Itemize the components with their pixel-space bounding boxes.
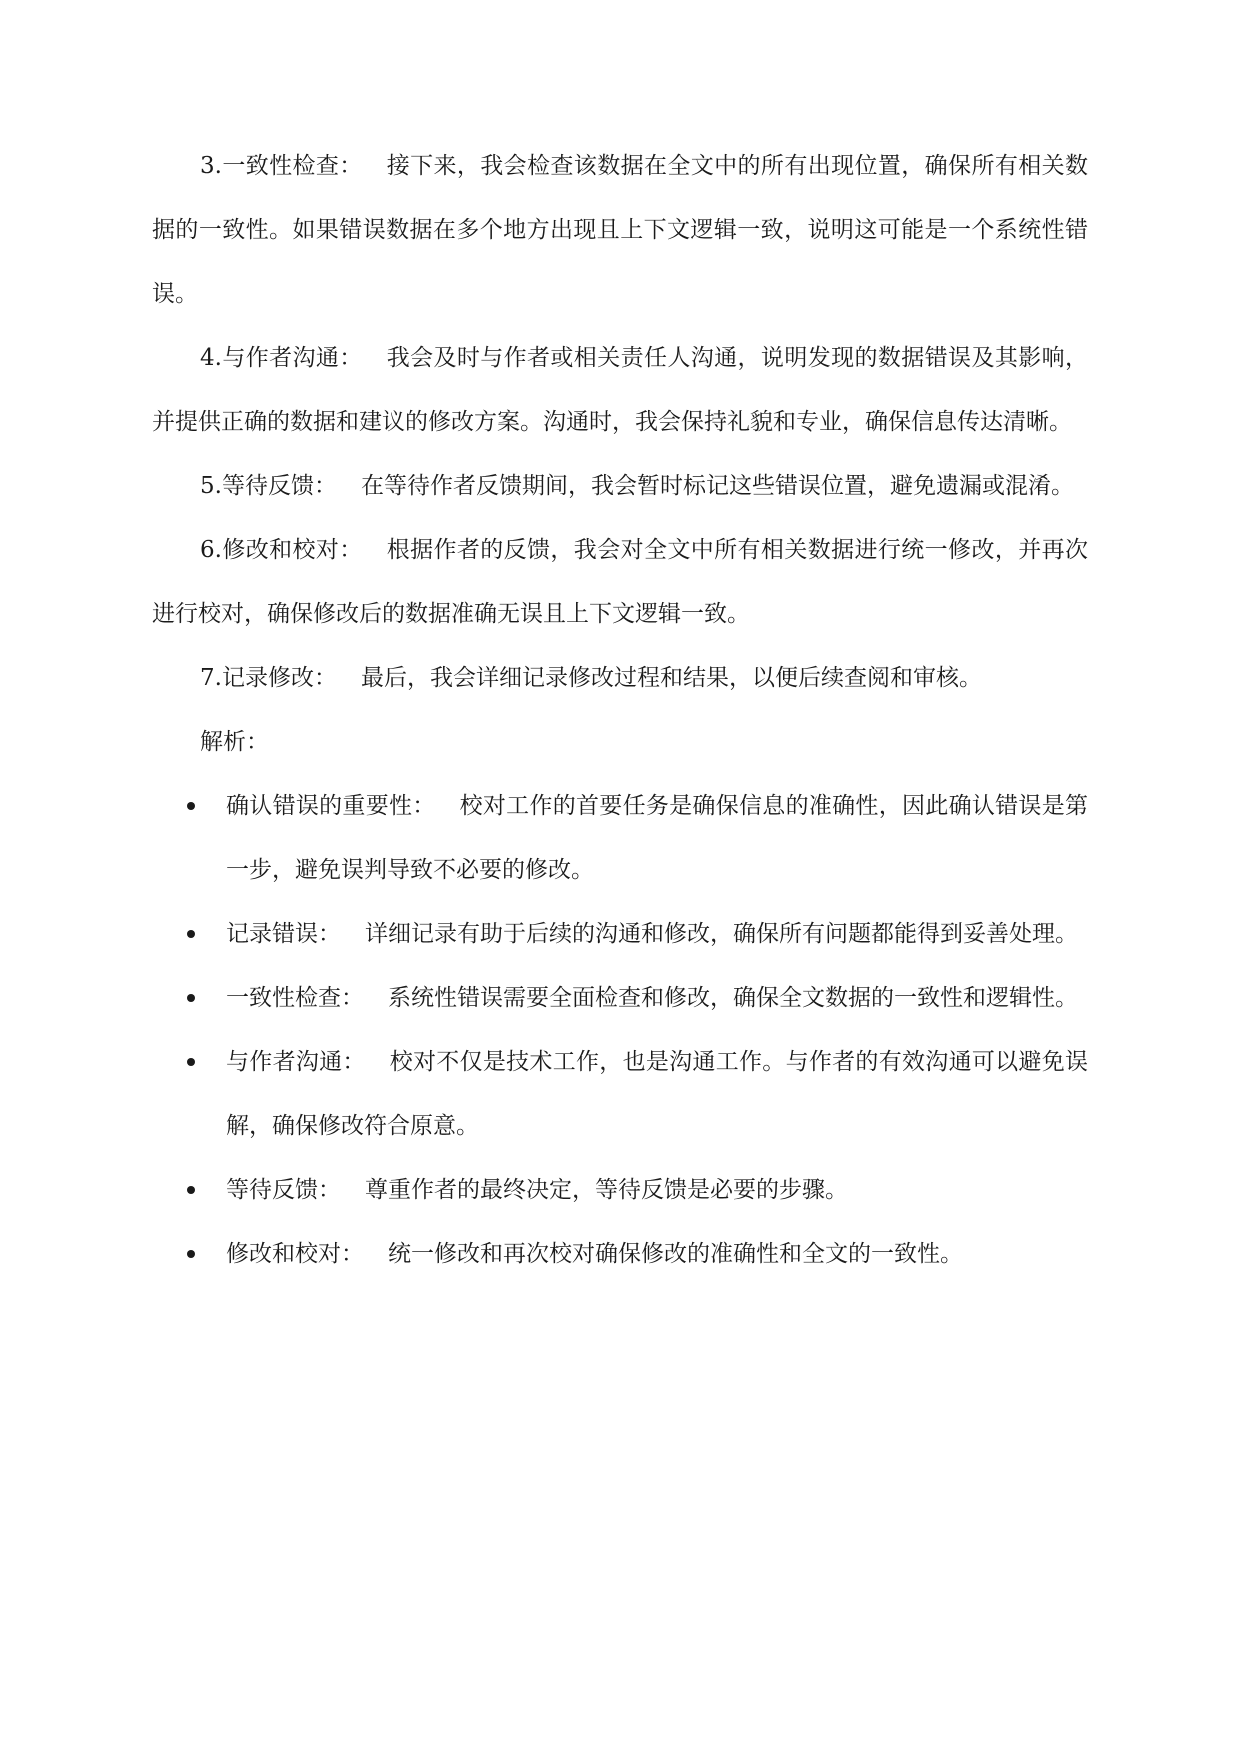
list-item — [152, 774, 1088, 902]
step-heading: 4.与作者沟通： — [200, 345, 363, 371]
item-heading: 等待反馈： — [226, 1177, 341, 1203]
bullet-icon — [187, 930, 195, 938]
step-5 — [152, 454, 1088, 518]
bullet-icon — [187, 1058, 195, 1066]
list-item — [152, 1030, 1088, 1158]
item-heading: 记录错误： — [226, 921, 341, 947]
step-text: 根据作者的反馈，我会对全文中所有相关数据进行统一修改，并再次进行校对，确保修改后的数据准确无误且上下文逻辑一致。 — [152, 537, 1089, 627]
list-item — [152, 1222, 1088, 1286]
bullet-icon — [187, 1186, 195, 1194]
item-heading: 一致性检查： — [226, 985, 364, 1011]
step-3 — [152, 134, 1088, 326]
item-text: 校对工作的首要任务是确保信息的准确性，因此确认错误是第一步，避免误判导致不必要的修改。 — [226, 793, 1089, 883]
item-text: 详细记录有助于后续的沟通和修改，确保所有问题都能得到妥善处理。 — [365, 921, 1078, 947]
step-text: 我会及时与作者或相关责任人沟通，说明发现的数据错误及其影响，并提供正确的数据和建议的修改方案。沟通时，我会保持礼貌和专业，确保信息传达清晰。 — [152, 345, 1089, 435]
step-7 — [152, 646, 1088, 710]
item-heading: 修改和校对： — [226, 1241, 364, 1267]
item-text: 系统性错误需要全面检查和修改，确保全文数据的一致性和逻辑性。 — [388, 985, 1078, 1011]
analysis-list — [152, 774, 1088, 1286]
step-heading: 7.记录修改： — [200, 665, 337, 691]
list-item — [152, 902, 1088, 966]
list-item — [152, 1158, 1088, 1222]
item-text: 统一修改和再次校对确保修改的准确性和全文的一致性。 — [388, 1241, 963, 1267]
step-6 — [152, 518, 1088, 646]
step-4 — [152, 326, 1088, 454]
step-heading: 3.一致性检查： — [200, 153, 363, 179]
step-text: 接下来，我会检查该数据在全文中的所有出现位置，确保所有相关数据的一致性。如果错误数据在多个地方出现且上下文逻辑一致，说明这可能是一个系统性错误。 — [152, 153, 1089, 307]
bullet-icon — [187, 802, 195, 810]
item-text: 校对不仅是技术工作，也是沟通工作。与作者的有效沟通可以避免误解，确保修改符合原意。 — [226, 1049, 1089, 1139]
document-page — [152, 134, 1088, 1286]
step-text: 最后，我会详细记录修改过程和结果，以便后续查阅和审核。 — [360, 665, 982, 691]
step-heading: 5.等待反馈： — [200, 473, 337, 499]
step-heading: 6.修改和校对： — [200, 537, 363, 563]
bullet-icon — [187, 1250, 195, 1258]
item-heading: 确认错误的重要性： — [226, 793, 436, 819]
list-item — [152, 966, 1088, 1030]
bullet-icon — [187, 994, 195, 1002]
step-text: 在等待作者反馈期间，我会暂时标记这些错误位置，避免遗漏或混淆。 — [360, 473, 1074, 499]
item-text: 尊重作者的最终决定，等待反馈是必要的步骤。 — [365, 1177, 848, 1203]
item-heading: 与作者沟通： — [226, 1049, 366, 1075]
analysis-heading: 解析： — [200, 729, 269, 755]
